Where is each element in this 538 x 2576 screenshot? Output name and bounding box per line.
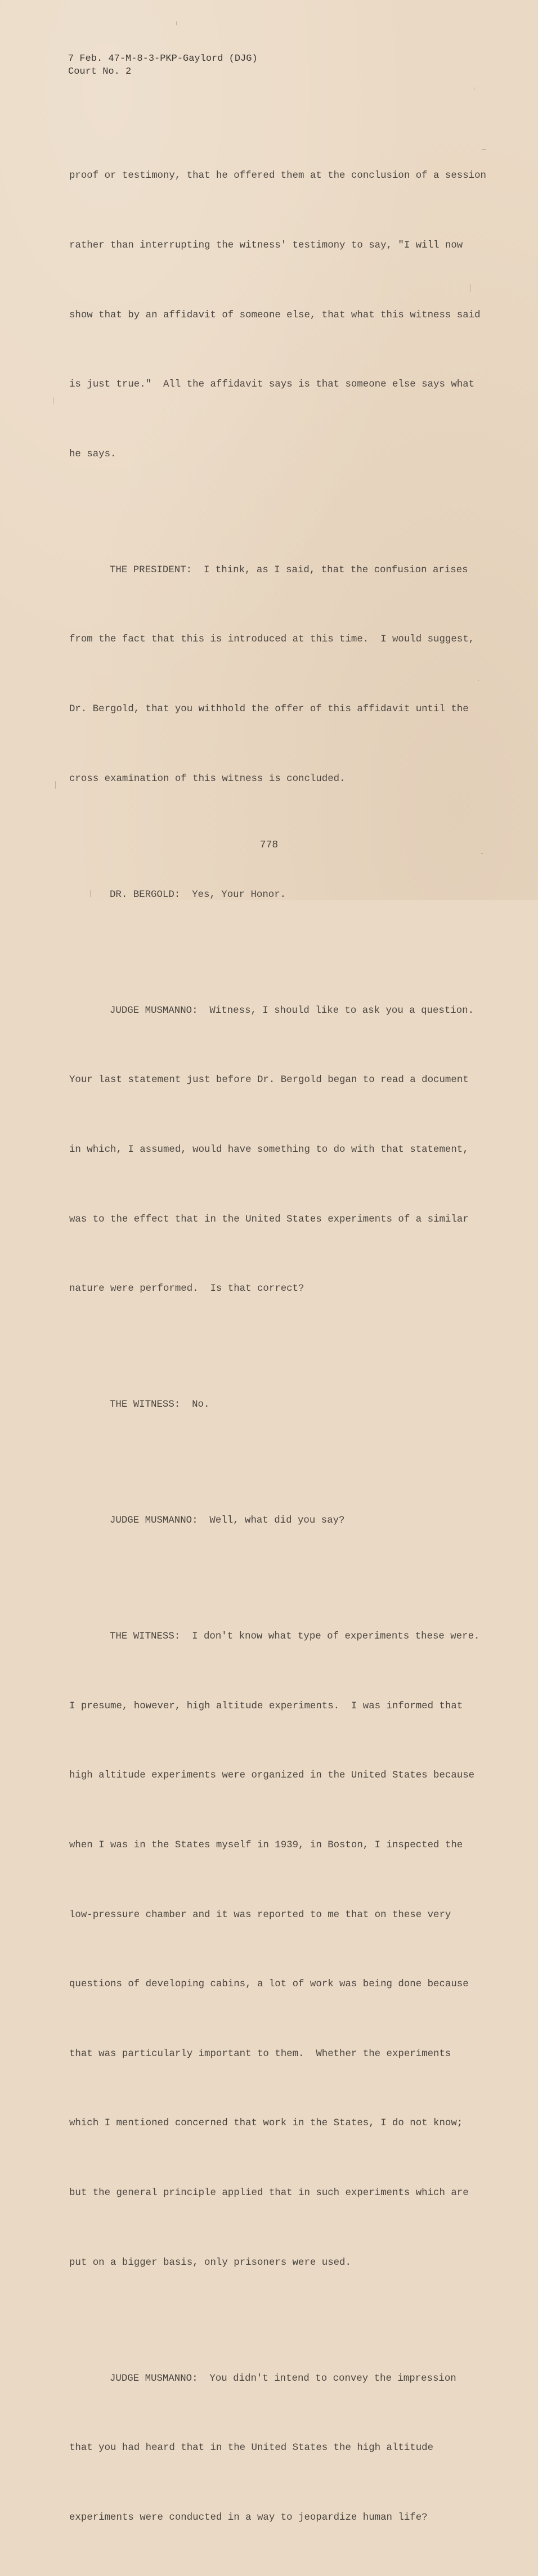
text-line: THE WITNESS: I don't know what type of experiments these were. (110, 1631, 480, 1642)
paragraph-judge-musmanno-followup (69, 1463, 486, 1579)
paragraph-the-witness-no (69, 1347, 486, 1463)
text-line: JUDGE MUSMANNO: Well, what did you say? (110, 1515, 345, 1527)
page-number: 778 (259, 840, 279, 851)
text-line: was to the effect that in the United States experiments of a similar (69, 1214, 469, 1225)
transcript-body (69, 118, 486, 2576)
text-line: from the fact that this is introduced at this time. I would suggest, (69, 634, 475, 645)
text-line: that you had heard that in the United States the high altitude (69, 2443, 434, 2454)
text-line: show that by an affidavit of someone else, that what this witness said (69, 309, 481, 321)
text-line: put on a bigger basis, only prisoners were used. (69, 2257, 351, 2268)
text-line: but the general principle applied that in such experiments which are (69, 2188, 469, 2199)
text-line: is just true." All the affidavit says is that someone else says what (69, 379, 475, 391)
text-line: Your last statement just before Dr. Bergold began to read a document (69, 1075, 469, 1086)
paper-speck (176, 21, 177, 25)
text-line: I presume, however, high altitude experiments. I was informed that (69, 1700, 463, 1712)
paper-speck (55, 781, 56, 789)
text-line: JUDGE MUSMANNO: Witness, I should like to ask you a question. (110, 1005, 474, 1016)
paragraph-judge-musmanno-question (69, 953, 486, 1347)
text-line: low-pressure chamber and it was reported to me that on these very (69, 1909, 451, 1920)
document-header (68, 52, 258, 78)
paragraph-the-president (69, 512, 486, 837)
text-line: THE WITNESS: No. (110, 1399, 210, 1411)
text-line: DR. BERGOLD: Yes, Your Honor. (110, 889, 286, 900)
text-line: that was particularly important to them. Whether the experiments (69, 2048, 451, 2059)
text-line: rather than interrupting the witness' testimony to say, "I will now (69, 240, 463, 252)
paper-speck (482, 149, 486, 150)
text-line: THE PRESIDENT: I think, as I said, that the confusion arises (110, 564, 468, 576)
header-court-line: Court No. 2 (68, 66, 132, 77)
paragraph-continuation (69, 118, 486, 512)
text-line: proof or testimony, that he offered them at the conclusion of a session (69, 170, 486, 182)
paper-speck (481, 853, 483, 854)
text-line: cross examination of this witness is concluded. (69, 773, 346, 784)
text-line: Dr. Bergold, that you withhold the offer of this affidavit until the (69, 704, 469, 715)
text-line: high altitude experiments were organized in the United States because (69, 1770, 475, 1781)
text-line: which I mentioned concerned that work in the States, I do not know; (69, 2118, 463, 2129)
text-line: nature were performed. Is that correct? (69, 1283, 304, 1295)
text-line: questions of developing cabins, a lot of work was being done because (69, 1979, 469, 1990)
paragraph-the-witness-answer (69, 1579, 486, 2321)
text-line: JUDGE MUSMANNO: You didn't intend to convey the impression (110, 2373, 456, 2384)
text-line: experiments were conducted in a way to jeopardize human life? (69, 2512, 428, 2523)
text-line: he says. (69, 448, 116, 460)
text-line: in which, I assumed, would have something to do with that statement, (69, 1144, 469, 1155)
text-line: when I was in the States myself in 1939, in Boston, I inspected the (69, 1840, 463, 1851)
paper-speck (90, 890, 91, 897)
paragraph-dr-bergold (69, 837, 486, 953)
paragraph-judge-musmanno-impression (69, 2321, 486, 2575)
paper-speck (470, 284, 471, 292)
header-reference-line: 7 Feb. 47-M-8-3-PKP-Gaylord (DJG) (68, 53, 258, 64)
paper-speck (478, 680, 479, 681)
